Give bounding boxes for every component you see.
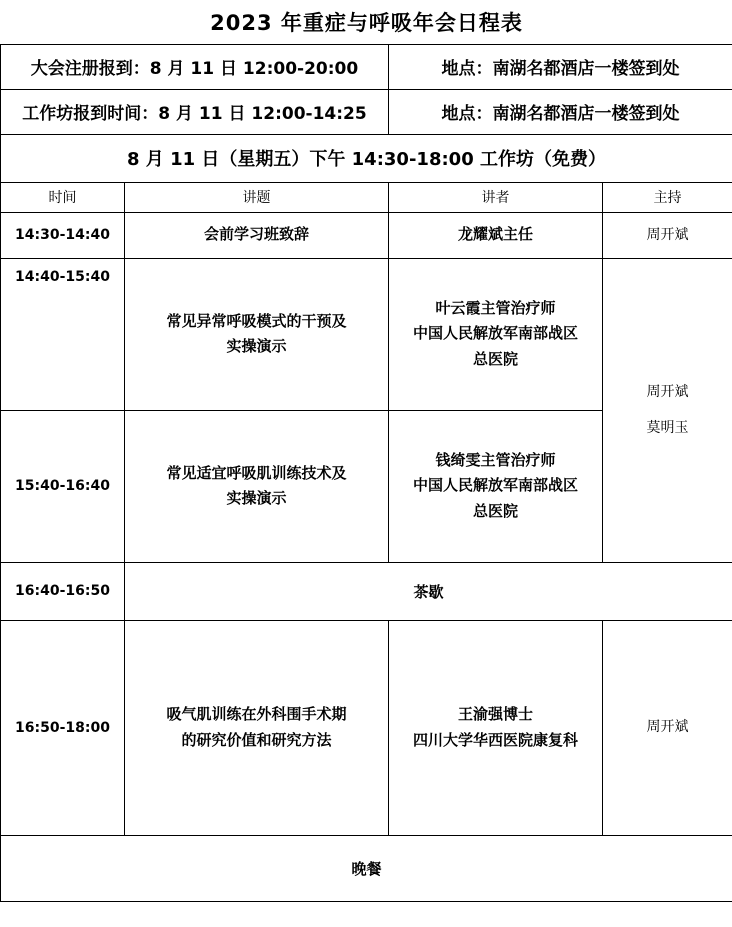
row-speaker-line: 四川大学华西医院康复科 [412, 730, 578, 749]
break-label: 茶歇 [125, 562, 732, 620]
row-time: 14:30-14:40 [1, 212, 125, 258]
column-header-speaker: 讲者 [389, 182, 603, 212]
row-topic [125, 410, 389, 562]
row-speaker [389, 258, 603, 410]
registration-row [1, 44, 732, 89]
row-time: 16:50-18:00 [1, 620, 125, 835]
registration-place: 地点：南湖名都酒店一楼签到处 [389, 44, 732, 89]
break-time: 16:40-16:50 [1, 562, 125, 620]
row-time: 15:40-16:40 [1, 410, 125, 562]
row-chair: 周开斌 [603, 620, 732, 835]
dinner-row [1, 835, 732, 901]
row-speaker-line: 中国人民解放军南部战区 [412, 324, 578, 343]
title-row [1, 0, 732, 44]
break-row [1, 562, 732, 620]
table-row [1, 620, 732, 835]
section-header-row [1, 134, 732, 182]
row-topic-line: 实操演示 [226, 489, 287, 507]
registration-time: 大会注册报到：8 月 11 日 12:00-20:00 [1, 44, 389, 89]
row-topic-line: 的研究价值和研究方法 [181, 730, 332, 749]
column-header-time: 时间 [1, 182, 125, 212]
row-speaker [389, 410, 603, 562]
row-speaker: 龙耀斌主任 [389, 212, 603, 258]
row-topic-line: 常见适宜呼吸肌训练技术及 [166, 463, 347, 482]
chair-name: 莫明玉 [646, 420, 689, 436]
row-speaker-line: 中国人民解放军南部战区 [412, 476, 578, 495]
column-header-chair: 主持 [603, 182, 732, 212]
dinner-label: 晚餐 [1, 835, 732, 901]
column-header-topic: 讲题 [125, 182, 389, 212]
row-speaker-line: 总医院 [472, 349, 518, 368]
row-topic-line: 常见异常呼吸模式的干预及 [166, 311, 347, 330]
row-topic: 会前学习班致辞 [125, 212, 389, 258]
table-row [1, 212, 732, 258]
row-topic [125, 620, 389, 835]
page-title: 2023 年重症与呼吸年会日程表 [1, 0, 732, 44]
row-speaker-line: 王渝强博士 [457, 705, 533, 723]
workshop-registration-row [1, 89, 732, 134]
workshop-registration-place: 地点：南湖名都酒店一楼签到处 [389, 89, 732, 134]
chair-name: 周开斌 [646, 383, 689, 400]
row-chair: 周开斌 [603, 212, 732, 258]
row-speaker-line: 钱绮雯主管治疗师 [435, 450, 556, 469]
row-speaker-line: 总医院 [472, 501, 518, 520]
row-topic-line: 实操演示 [226, 337, 287, 355]
section-title: 8 月 11 日（星期五）下午 14:30-18:00 工作坊（免费） [1, 134, 732, 182]
row-speaker-line: 叶云霞主管治疗师 [435, 298, 556, 317]
row-topic-line: 吸气肌训练在外科围手术期 [166, 705, 347, 723]
workshop-registration-time: 工作坊报到时间：8 月 11 日 12:00-14:25 [1, 89, 389, 134]
row-topic [125, 258, 389, 410]
row-speaker [389, 620, 603, 835]
column-header-row [1, 182, 732, 212]
table-row [1, 258, 732, 410]
row-chair-merged [603, 258, 732, 562]
row-time: 14:40-15:40 [1, 258, 125, 410]
